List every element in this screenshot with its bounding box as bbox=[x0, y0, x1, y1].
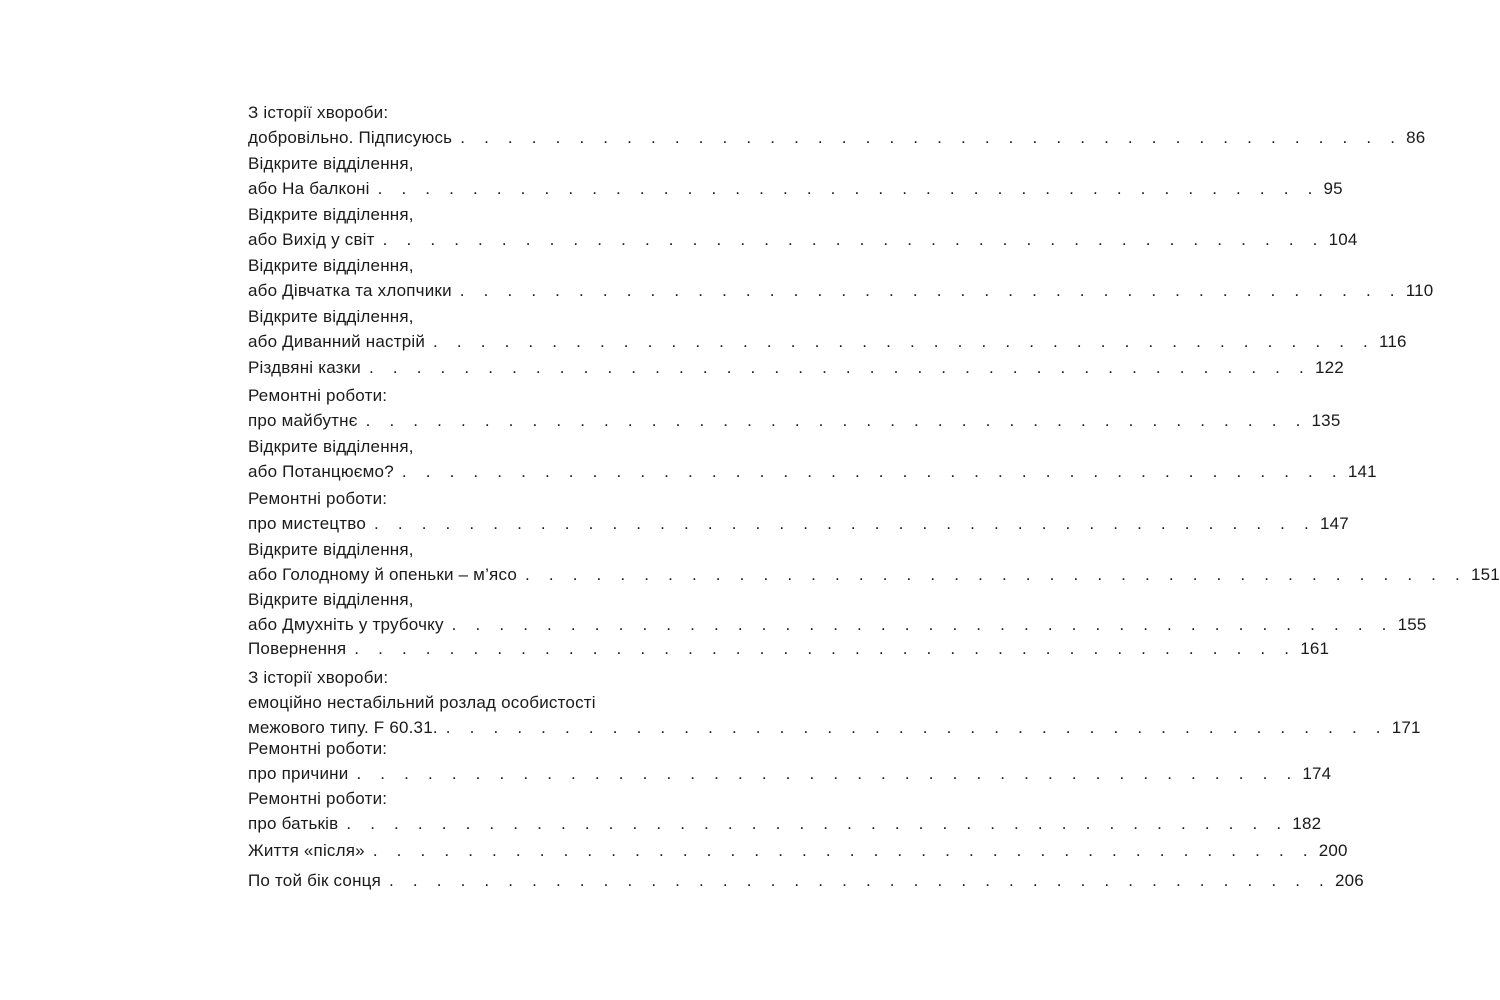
dot-leader: . . . . . . . . . . . . . . . . . . . . . . . . . . . . . . . . . . . . . . . . bbox=[382, 230, 1325, 249]
toc-entry-title-last-line: добровільно. Підписуюсь bbox=[248, 128, 453, 147]
toc-page-number: 200 bbox=[1318, 841, 1348, 860]
dot-leader: . . . . . . . . . . . . . . . . . . . . . . . . . . . . . . . . . . . . . . . . bbox=[459, 281, 1402, 300]
toc-entry-title-line: Відкрите відділення, bbox=[248, 590, 414, 609]
toc-entry-title-last-line: По той бік сонця bbox=[248, 871, 382, 890]
toc-entry-title-last-line: або Потанцюємо? bbox=[248, 462, 394, 481]
toc-entry-title-line: Відкрите відділення, bbox=[248, 437, 414, 456]
toc-page-number: 122 bbox=[1314, 358, 1344, 377]
toc-entry bbox=[248, 736, 1332, 786]
toc-entry-title-line: емоційно нестабільний розлад особистості bbox=[248, 693, 596, 712]
toc-entry bbox=[248, 434, 1377, 484]
toc-entry-title-last-line: або Дмухніть у трубочку bbox=[248, 615, 444, 634]
toc-page-number: 147 bbox=[1319, 514, 1349, 533]
dot-leader: . . . . . . . . . . . . . . . . . . . . . . . . . . . . . . . . . . . . . . . . bbox=[451, 615, 1394, 634]
toc-entry-title-last-line: про майбутнє bbox=[248, 411, 358, 430]
toc-entry-title-last-line: або Диванний настрій bbox=[248, 332, 426, 351]
toc-page-number: 110 bbox=[1405, 281, 1434, 300]
toc-entry-title-last-line: Повернення bbox=[248, 639, 347, 658]
dot-leader: . . . . . . . . . . . . . . . . . . . . . . . . . . . . . . . . . . . . . . . . bbox=[356, 764, 1299, 783]
toc-entry-title-line: Відкрите відділення, bbox=[248, 256, 414, 275]
toc-entry bbox=[248, 537, 1500, 587]
dot-leader: . . . . . . . . . . . . . . . . . . . . . . . . . . . . . . . . . . . . . . . . bbox=[401, 462, 1344, 481]
toc-entry bbox=[248, 665, 1421, 740]
toc-entry-title-last-line: межового типу. F 60.31. bbox=[248, 718, 438, 737]
toc-entry-title-last-line: або На балконі bbox=[248, 179, 370, 198]
toc-page-number: 155 bbox=[1397, 615, 1427, 634]
toc-entry bbox=[248, 355, 1344, 380]
toc-page-number: 116 bbox=[1378, 332, 1407, 351]
toc-entry bbox=[248, 202, 1358, 252]
toc-entry-title-last-line: або Вихід у світ bbox=[248, 230, 375, 249]
toc-entry bbox=[248, 636, 1330, 661]
dot-leader: . . . . . . . . . . . . . . . . . . . . . . . . . . . . . . . . . . . . . . . . bbox=[346, 814, 1289, 833]
toc-page-number: 141 bbox=[1347, 462, 1377, 481]
toc-entry-title-line: Ремонтні роботи: bbox=[248, 739, 388, 758]
dot-leader: . . . . . . . . . . . . . . . . . . . . . . . . . . . . . . . . . . . . . . . . bbox=[445, 718, 1388, 737]
toc-page-number: 86 bbox=[1406, 128, 1426, 147]
toc-entry bbox=[248, 100, 1426, 150]
toc-page-number: 135 bbox=[1311, 411, 1341, 430]
toc-entry bbox=[248, 786, 1322, 836]
toc-entry-title-last-line: або Голодному й опеньки – м’ясо bbox=[248, 565, 518, 584]
toc-page-number: 206 bbox=[1334, 871, 1364, 890]
toc-entry bbox=[248, 486, 1349, 536]
toc-page-number: 151 bbox=[1470, 565, 1500, 584]
toc-entry bbox=[248, 587, 1427, 637]
toc-entry bbox=[248, 151, 1343, 201]
dot-leader: . . . . . . . . . . . . . . . . . . . . . . . . . . . . . . . . . . . . . . . . bbox=[369, 358, 1311, 377]
toc-entry-title-line: Ремонтні роботи: bbox=[248, 489, 388, 508]
toc-entry-title-last-line: про причини bbox=[248, 764, 349, 783]
toc-page-number: 95 bbox=[1323, 179, 1343, 198]
toc-entry-title-line: Відкрите відділення, bbox=[248, 154, 414, 173]
toc-entry-title-line: Ремонтні роботи: bbox=[248, 789, 388, 808]
dot-leader: . . . . . . . . . . . . . . . . . . . . . . . . . . . . . . . . . . . . . . . . bbox=[365, 411, 1308, 430]
toc-entry-title-last-line: про батьків bbox=[248, 814, 339, 833]
toc-entry-title-line: З історії хвороби: bbox=[248, 668, 389, 687]
dot-leader: . . . . . . . . . . . . . . . . . . . . . . . . . . . . . . . . . . . . . . . . bbox=[374, 514, 1316, 533]
dot-leader: . . . . . . . . . . . . . . . . . . . . . . . . . . . . . . . . . . . . . . . . bbox=[372, 841, 1315, 860]
dot-leader: . . . . . . . . . . . . . . . . . . . . . . . . . . . . . . . . . . . . . . . . bbox=[389, 871, 1331, 890]
toc-entry bbox=[248, 868, 1364, 893]
toc-entry bbox=[248, 838, 1348, 863]
toc-page-number: 161 bbox=[1300, 639, 1330, 658]
toc-entry-title-last-line: про мистецтво bbox=[248, 514, 366, 533]
dot-leader: . . . . . . . . . . . . . . . . . . . . . . . . . . . . . . . . . . . . . . . . bbox=[525, 565, 1467, 584]
dot-leader: . . . . . . . . . . . . . . . . . . . . . . . . . . . . . . . . . . . . . . . . bbox=[433, 332, 1375, 351]
dot-leader: . . . . . . . . . . . . . . . . . . . . . . . . . . . . . . . . . . . . . . . . bbox=[377, 179, 1320, 198]
toc-entry-title-line: Відкрите відділення, bbox=[248, 540, 414, 559]
toc-entry-title-last-line: Різдвяні казки bbox=[248, 358, 361, 377]
toc-entry bbox=[248, 383, 1341, 433]
toc-entry-title-last-line: Життя «після» bbox=[248, 841, 365, 860]
toc-page-number: 174 bbox=[1302, 764, 1332, 783]
toc-entry-title-line: Відкрите відділення, bbox=[248, 307, 414, 326]
toc-page-number: 171 bbox=[1391, 718, 1421, 737]
toc-entry bbox=[248, 253, 1434, 303]
dot-leader: . . . . . . . . . . . . . . . . . . . . . . . . . . . . . . . . . . . . . . . . bbox=[460, 128, 1403, 147]
toc-page-number: 182 bbox=[1292, 814, 1322, 833]
toc-entry bbox=[248, 304, 1407, 354]
toc-entry-title-line: Ремонтні роботи: bbox=[248, 386, 388, 405]
toc-entry-title-line: Відкрите відділення, bbox=[248, 205, 414, 224]
toc-page-number: 104 bbox=[1328, 230, 1358, 249]
toc-entry-title-last-line: або Дівчатка та хлопчики bbox=[248, 281, 452, 300]
toc-entry-title-line: З історії хвороби: bbox=[248, 103, 389, 122]
dot-leader: . . . . . . . . . . . . . . . . . . . . . . . . . . . . . . . . . . . . . . . . bbox=[354, 639, 1297, 658]
